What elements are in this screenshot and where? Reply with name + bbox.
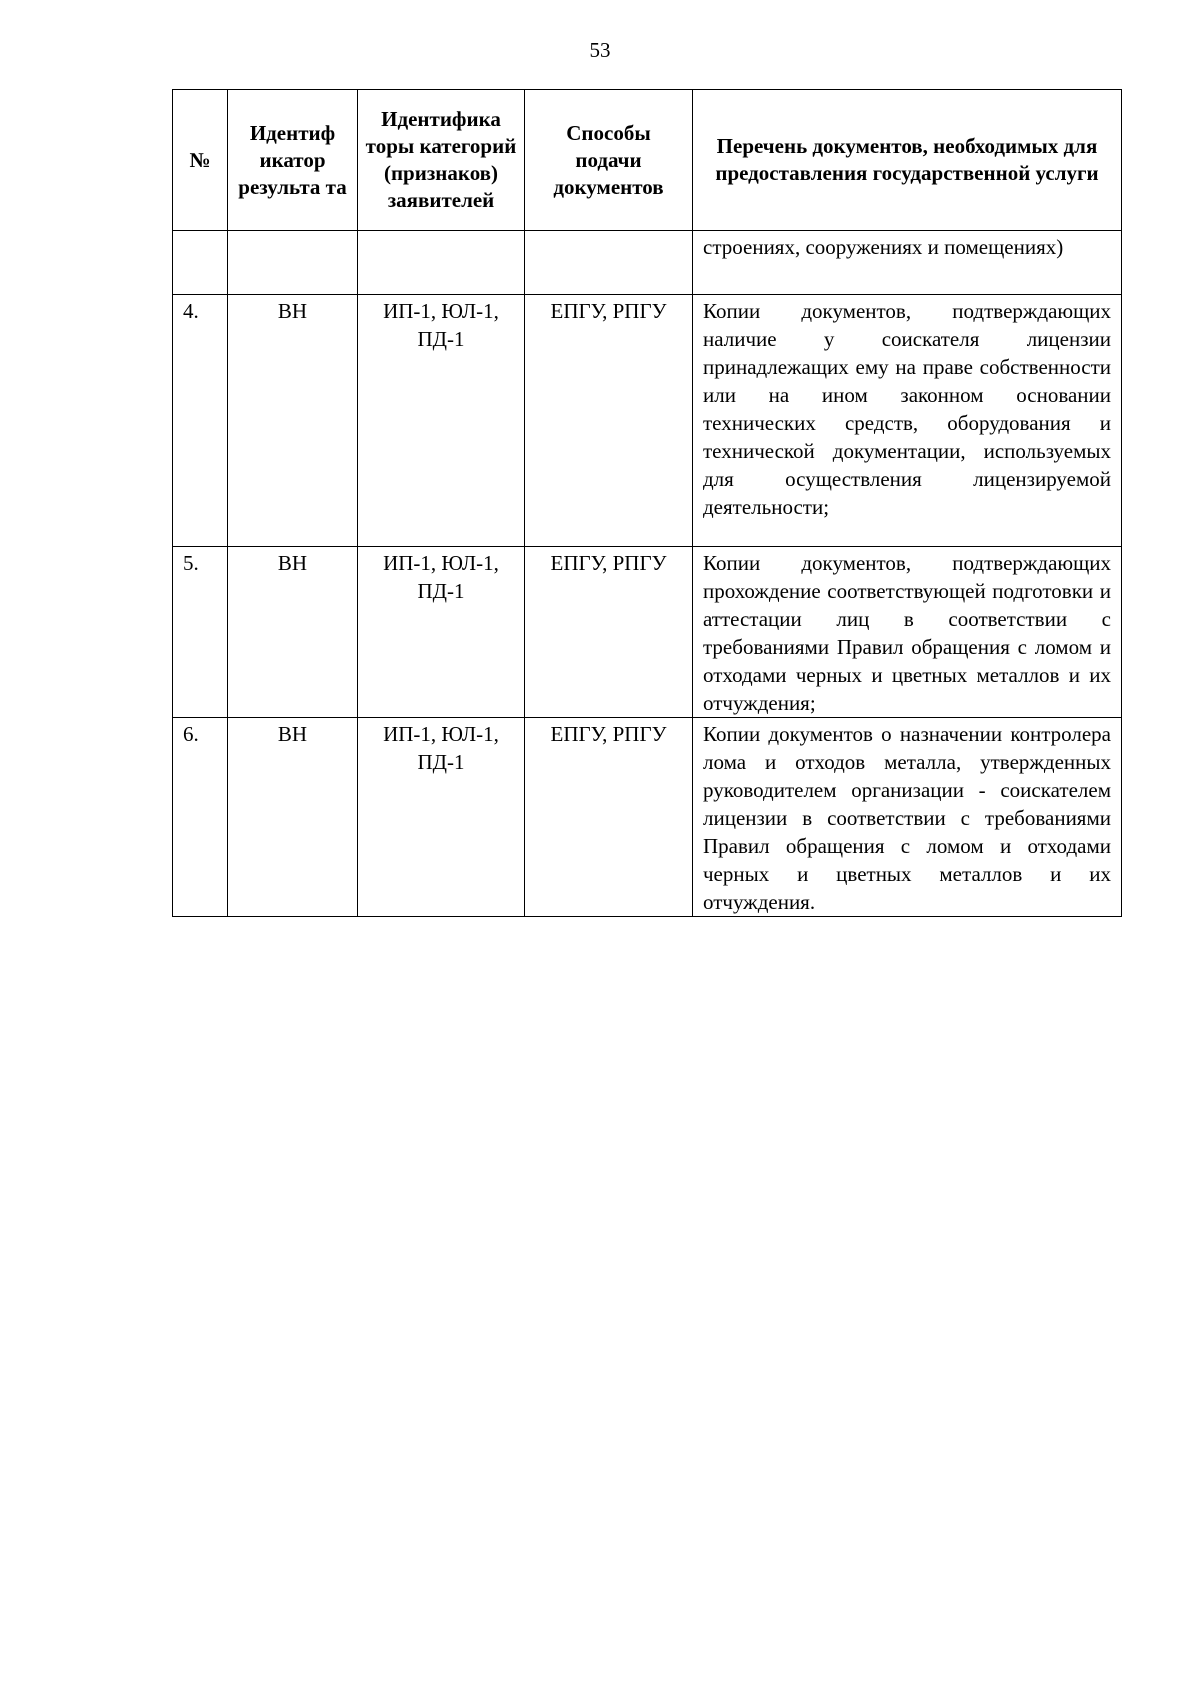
cell-category-ids: ИП-1, ЮЛ-1, ПД-1 [358,547,525,718]
cell-methods: ЕПГУ, РПГУ [525,295,693,547]
documents-table [172,89,1122,917]
table-row-continuation [173,231,1122,295]
cell-category-ids: ИП-1, ЮЛ-1, ПД-1 [358,295,525,547]
page-number: 53 [589,38,611,62]
cell-documents: Копии документов, подтверждающих наличие у соискателя лицензии принадлежащих ему на праве собственности или на ином законном основании технических средств, оборудования и технической документации, используемых для осуществления лицензируемой деятельности; [693,295,1122,547]
header-category-ids: Идентифика торы категорий (признаков) заявителей [358,90,525,231]
table-row [173,547,1122,718]
cell-num [173,231,228,295]
cell-num: 6. [173,718,228,917]
cell-result-id: ВН [228,718,358,917]
header-result-id: Идентиф икатор результа та [228,90,358,231]
cell-num: 5. [173,547,228,718]
cell-category-ids: ИП-1, ЮЛ-1, ПД-1 [358,718,525,917]
cell-documents: Копии документов, подтверждающих прохождение соответствующей подготовки и аттестации лиц в соответствии с требованиями Правил обращения с ломом и отходами черных и цветных металлов и их отчуждения; [693,547,1122,718]
table-header-row [173,90,1122,231]
cell-documents: строениях, сооружениях и помещениях) [693,231,1122,295]
table-row [173,718,1122,917]
header-documents: Перечень документов, необходимых для предоставления государственной услуги [693,90,1122,231]
cell-category-ids [358,231,525,295]
cell-result-id: ВН [228,295,358,547]
cell-documents: Копии документов о назначении контролера лома и отходов металла, утвержденных руководителем организации - соискателем лицензии в соответствии с требованиями Правил обращения с ломом и отходами черных и цветных металлов и их отчуждения. [693,718,1122,917]
table-row [173,295,1122,547]
cell-methods [525,231,693,295]
header-num: № [173,90,228,231]
cell-methods: ЕПГУ, РПГУ [525,547,693,718]
cell-methods: ЕПГУ, РПГУ [525,718,693,917]
header-methods: Способы подачи документов [525,90,693,231]
cell-result-id: ВН [228,547,358,718]
cell-num: 4. [173,295,228,547]
cell-result-id [228,231,358,295]
